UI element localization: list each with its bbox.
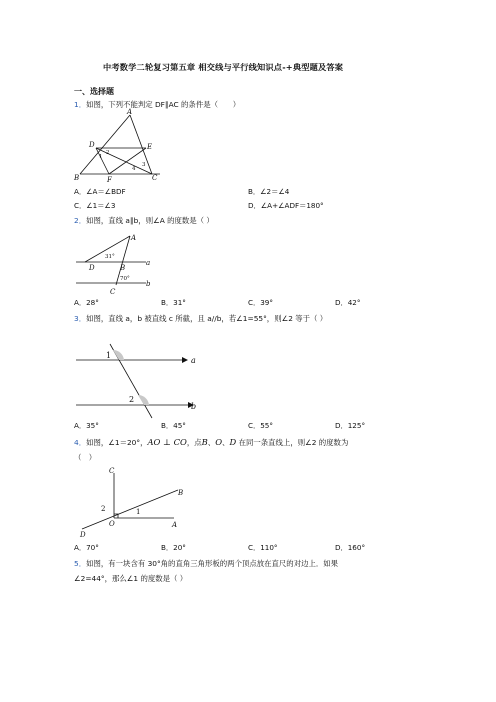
- question-text-2: ，点: [186, 438, 202, 447]
- label-A: A: [127, 108, 133, 116]
- question-4-answer-bracket: （ ）: [74, 453, 97, 462]
- q1-figure: [72, 108, 168, 184]
- angle-70-label: 70°: [120, 276, 130, 282]
- angle-1-shade: [113, 350, 124, 360]
- label-A: A: [172, 521, 178, 529]
- question-text: 如图，下列不能判定 DF∥AC 的条件是（ ）: [86, 100, 241, 109]
- question-text: 如图，直线 a，b 被直线 c 所截，且 a//b，若∠1=55°，则∠2 等于（ ）: [86, 314, 328, 323]
- point-B: B: [201, 437, 208, 447]
- section-heading: 一、选择题: [74, 87, 114, 96]
- angle-2-label: 2: [106, 150, 110, 156]
- q3-figure: [72, 328, 200, 420]
- math-perpendicular: AO ⊥ CO: [147, 437, 187, 447]
- question-text-4: 、: [222, 438, 230, 447]
- angle-3-label: 3: [142, 162, 146, 168]
- q1-option-b[interactable]: B．∠2＝∠4: [248, 187, 290, 196]
- label-D: D: [80, 531, 86, 539]
- line-a-label: a: [146, 259, 151, 267]
- question-4: [74, 437, 348, 448]
- label-F: F: [107, 176, 112, 184]
- q1-option-c[interactable]: C．∠1＝∠3: [74, 201, 116, 210]
- angle-2-label: 2: [101, 505, 106, 513]
- q3-option-d[interactable]: D．125°: [335, 421, 366, 430]
- q2-figure: [72, 230, 168, 296]
- question-number: 2．: [74, 216, 87, 225]
- point-O: O: [215, 437, 223, 447]
- label-B: B: [120, 264, 126, 272]
- question-text: 如图，直线 a∥b，则∠A 的度数是（ ）: [86, 216, 214, 225]
- line-a-label: a: [191, 356, 196, 365]
- label-C: C: [109, 467, 115, 475]
- q1-option-a[interactable]: A．∠A＝∠BDF: [74, 187, 126, 196]
- label-E: E: [147, 143, 153, 151]
- label-B: B: [74, 174, 80, 182]
- question-2: [74, 215, 214, 226]
- q1-option-d[interactable]: D．∠A+∠ADF＝180°: [248, 201, 324, 210]
- q4-option-b[interactable]: B．20°: [161, 543, 186, 552]
- q2-option-d[interactable]: D．42°: [335, 298, 361, 307]
- q3-option-b[interactable]: B．45°: [161, 421, 186, 430]
- label-C: C: [110, 288, 116, 296]
- question-text: 如图，∠1＝20°，: [86, 438, 148, 447]
- question-3: [74, 313, 327, 324]
- q4-option-c[interactable]: C．110°: [248, 543, 278, 552]
- q2-option-b[interactable]: B．31°: [161, 298, 186, 307]
- angle-31-label: 31°: [105, 254, 115, 260]
- q3-option-a[interactable]: A．35°: [74, 421, 99, 430]
- q2-option-a[interactable]: A．28°: [74, 298, 99, 307]
- question-number: 4．: [74, 438, 87, 447]
- question-5: [74, 558, 338, 569]
- page-title: 中考数学二轮复习第五章 相交线与平行线知识点-+典型题及答案: [103, 62, 344, 72]
- angle-1-label: 1: [99, 154, 103, 160]
- angle-2-shade: [138, 395, 149, 405]
- angle-2-label: 2: [129, 395, 135, 404]
- angle-1-label: 1: [106, 351, 112, 360]
- label-A: A: [131, 234, 137, 242]
- label-D: D: [89, 141, 95, 149]
- question-number: 1．: [74, 100, 87, 109]
- angle-1-label: 1: [136, 508, 141, 516]
- line-b-label: b: [146, 280, 151, 288]
- q4-option-a[interactable]: A．70°: [74, 543, 99, 552]
- question-number: 3．: [74, 314, 87, 323]
- question-5-line-2: ∠2=44°，那么∠1 的度数是（ ）: [74, 574, 188, 583]
- label-D: D: [89, 264, 95, 272]
- label-C: C: [152, 174, 158, 182]
- q4-figure: [74, 463, 194, 539]
- question-number: 5．: [74, 559, 87, 568]
- question-text-5: 在同一条直线上，则∠2 的度数为: [236, 438, 349, 447]
- angle-4-label: 4: [132, 166, 136, 172]
- question-text: 如图，有一块含有 30°角的直角三角形板的两个顶点放在直尺的对边上．如果: [86, 559, 339, 568]
- q4-option-d[interactable]: D．160°: [335, 543, 366, 552]
- q3-option-c[interactable]: C．55°: [248, 421, 273, 430]
- point-D: D: [229, 437, 237, 447]
- label-B: B: [178, 489, 184, 497]
- question-text-3: 、: [207, 438, 216, 447]
- arrow-a-icon: [182, 357, 188, 363]
- q2-option-c[interactable]: C．39°: [248, 298, 273, 307]
- line-b-label: b: [191, 402, 197, 411]
- label-O: O: [109, 520, 115, 528]
